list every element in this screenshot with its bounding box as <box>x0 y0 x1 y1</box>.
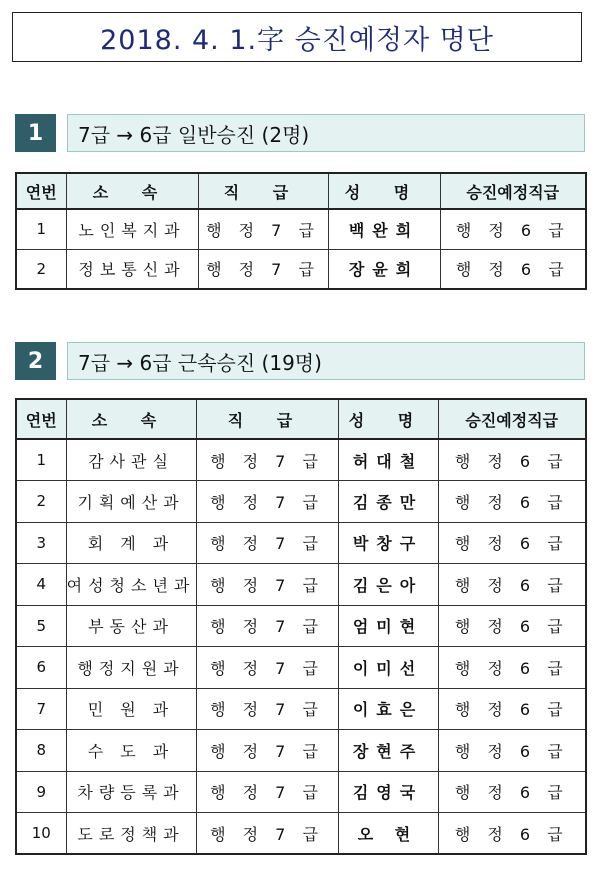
target-rank-cell: 행 정 6 급 <box>438 481 586 523</box>
table-row <box>16 564 586 606</box>
col-header-name: 성 명 <box>338 399 438 439</box>
dept-cell: 민 원 과 <box>66 688 196 730</box>
rank-cell: 행 정 7 급 <box>198 249 328 289</box>
table-row <box>16 605 586 647</box>
table-row <box>16 249 586 289</box>
rank-cell: 행 정 7 급 <box>198 209 328 249</box>
name-cell: 허대철 <box>338 439 438 481</box>
table-row <box>16 730 586 772</box>
section-label: 7급 → 6급 근속승진 (19명) <box>67 342 585 380</box>
name-cell: 이미선 <box>338 647 438 689</box>
col-header-seq: 연번 <box>16 173 66 209</box>
rank-cell: 행 정 7 급 <box>196 813 338 855</box>
target-rank-cell: 행 정 6 급 <box>438 605 586 647</box>
name-cell: 김종만 <box>338 481 438 523</box>
name-cell: 이효은 <box>338 688 438 730</box>
seniority-promotion-table <box>15 398 587 855</box>
seq-cell: 8 <box>16 730 66 772</box>
name-cell: 장윤희 <box>328 249 440 289</box>
rank-cell: 행 정 7 급 <box>196 688 338 730</box>
section-header-seniority-promotion <box>15 342 585 380</box>
col-header-target-rank: 승진예정직급 <box>440 173 586 209</box>
name-cell: 오 현 <box>338 813 438 855</box>
seq-cell: 7 <box>16 688 66 730</box>
col-header-target-rank: 승진예정직급 <box>438 399 586 439</box>
dept-cell: 노인복지과 <box>66 209 198 249</box>
col-header-dept: 소 속 <box>66 399 196 439</box>
rank-cell: 행 정 7 급 <box>196 730 338 772</box>
name-cell: 박창구 <box>338 522 438 564</box>
dept-cell: 감사관실 <box>66 439 196 481</box>
table-row <box>16 481 586 523</box>
target-rank-cell: 행 정 6 급 <box>440 249 586 289</box>
rank-cell: 행 정 7 급 <box>196 647 338 689</box>
seq-cell: 10 <box>16 813 66 855</box>
col-header-rank: 직 급 <box>196 399 338 439</box>
dept-cell: 부동산과 <box>66 605 196 647</box>
target-rank-cell: 행 정 6 급 <box>438 439 586 481</box>
target-rank-cell: 행 정 6 급 <box>438 522 586 564</box>
dept-cell: 도로정책과 <box>66 813 196 855</box>
general-promotion-table <box>15 172 587 290</box>
seq-cell: 2 <box>16 249 66 289</box>
dept-cell: 수 도 과 <box>66 730 196 772</box>
table-row <box>16 647 586 689</box>
seq-cell: 9 <box>16 771 66 813</box>
seq-cell: 1 <box>16 439 66 481</box>
rank-cell: 행 정 7 급 <box>196 771 338 813</box>
dept-cell: 차량등록과 <box>66 771 196 813</box>
page-title: 2018. 4. 1.字 승진예정자 명단 <box>12 12 582 62</box>
name-cell: 김영국 <box>338 771 438 813</box>
target-rank-cell: 행 정 6 급 <box>438 771 586 813</box>
rank-cell: 행 정 7 급 <box>196 605 338 647</box>
target-rank-cell: 행 정 6 급 <box>438 730 586 772</box>
target-rank-cell: 행 정 6 급 <box>438 564 586 606</box>
col-header-name: 성 명 <box>328 173 440 209</box>
seq-cell: 5 <box>16 605 66 647</box>
col-header-dept: 소 속 <box>66 173 198 209</box>
table-row <box>16 813 586 855</box>
col-header-rank: 직 급 <box>198 173 328 209</box>
dept-cell: 회 계 과 <box>66 522 196 564</box>
name-cell: 엄미현 <box>338 605 438 647</box>
section-number: 2 <box>15 342 56 380</box>
table-row <box>16 439 586 481</box>
name-cell: 장현주 <box>338 730 438 772</box>
table-row <box>16 688 586 730</box>
seq-cell: 2 <box>16 481 66 523</box>
seq-cell: 4 <box>16 564 66 606</box>
target-rank-cell: 행 정 6 급 <box>440 209 586 249</box>
section-number: 1 <box>15 114 56 152</box>
target-rank-cell: 행 정 6 급 <box>438 688 586 730</box>
dept-cell: 행정지원과 <box>66 647 196 689</box>
table-header-row <box>16 399 586 439</box>
rank-cell: 행 정 7 급 <box>196 522 338 564</box>
dept-cell: 여성청소년과 <box>66 564 196 606</box>
rank-cell: 행 정 7 급 <box>196 481 338 523</box>
section-header-general-promotion <box>15 114 585 152</box>
table-row <box>16 771 586 813</box>
target-rank-cell: 행 정 6 급 <box>438 647 586 689</box>
rank-cell: 행 정 7 급 <box>196 564 338 606</box>
name-cell: 백완희 <box>328 209 440 249</box>
table-row <box>16 209 586 249</box>
col-header-seq: 연번 <box>16 399 66 439</box>
section-label: 7급 → 6급 일반승진 (2명) <box>67 114 585 152</box>
seq-cell: 3 <box>16 522 66 564</box>
rank-cell: 행 정 7 급 <box>196 439 338 481</box>
seq-cell: 6 <box>16 647 66 689</box>
dept-cell: 정보통신과 <box>66 249 198 289</box>
target-rank-cell: 행 정 6 급 <box>438 813 586 855</box>
seq-cell: 1 <box>16 209 66 249</box>
name-cell: 김은아 <box>338 564 438 606</box>
dept-cell: 기획예산과 <box>66 481 196 523</box>
table-row <box>16 522 586 564</box>
table-header-row <box>16 173 586 209</box>
